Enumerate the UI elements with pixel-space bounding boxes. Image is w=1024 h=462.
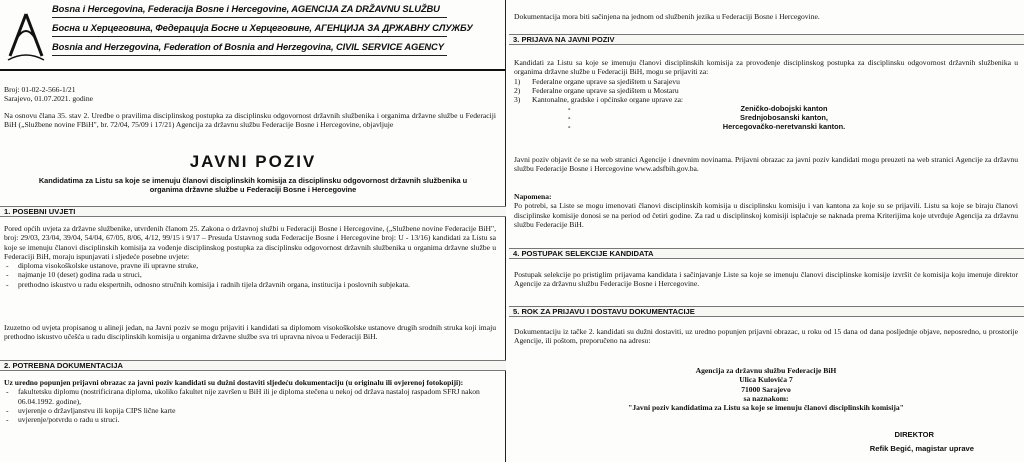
- section-4-body: Postupak selekcije po pristiglim prijavama kandidata i sačinjavanje Liste sa koje se imenuju članovi disciplinske komisije izvršit će komisija koju imenuje direktor Agencije za državnu službu Federacije Bosne i Hercegovine.: [514, 270, 1018, 289]
- section-heading-5: 5. ROK ZA PRIJAVU I DOSTAVU DOKUMENTACIJE: [509, 306, 1024, 317]
- section-1-exception: Izuzetno od uvjeta propisanog u alineji jedan, na Javni poziv se mogu prijaviti i kandidati sa diplomom visokoškolske ustanove drugih srodnih struka koji imaju prethodno iskustvo učešća u radu disciplinskih komisija u organima državne službe sva tri upravna nivoa u Federaciji BiH.: [4, 323, 496, 342]
- list-item: 3) Kantonalne, gradske i općinske organe uprave za:: [514, 95, 1018, 104]
- canton-list: [544, 104, 990, 131]
- mailing-address: [514, 366, 1018, 412]
- documents-language-note: Dokumentacija mora biti sačinjena na jednom od službenih jezika u Federaciji Bosne i Hercegovine.: [514, 12, 820, 21]
- section-heading-2: 2. POTREBNA DOKUMENTACIJA: [0, 360, 506, 371]
- address-street: Ulica Kulovića 7: [739, 375, 793, 385]
- section-5-body: Dokumentaciju iz tačke 2. kandidati su dužni dostaviti, uz uredno popunjen prijavni obrazac, u roku od 15 dana od dana posljednje objave, neposredno, u prostorije Agencije, ili poštom, preporučeno na adresu:: [514, 327, 1018, 346]
- publication-paragraph: Javni poziv objavit će se na web stranici Agencije i dnevnim novinama. Prijavni obrazac za javni poziv kandidati mogu preuzeti na web stranici Agencije za državnu službu Federacije Bosne i Hercegovine www.adsfbih.gov.ba.: [514, 155, 1018, 174]
- header-rule: [52, 55, 447, 56]
- section-heading-1: 1. POSEBNI UVJETI: [0, 206, 506, 217]
- note-label: Napomena:: [514, 192, 552, 201]
- note-block: [514, 192, 1018, 229]
- address-agency: Agencija za državnu službu Federacije BiH: [695, 366, 837, 375]
- note-text: Po potrebi, sa Liste se mogu imenovati članovi disciplinskih komisija u disciplinsku komisiju i van kantona za koje su se prijavili. Listu sa koje se biraju članovi disciplinske komisije donosi se na period od četiri godine. Za rad u disciplinskoj komisiji isplaćuje se naknada prema Kriterijima koje utvrđuje Agencija za državnu službu Federacije BiH.: [514, 201, 1018, 229]
- conditions-list: [4, 261, 496, 289]
- list-item: - uvjerenje/potvrdu o radu u struci.: [4, 415, 496, 424]
- document-meta: [4, 85, 496, 104]
- intro-paragraph: Na osnovu člana 35. stav 2. Uredbe o pravilima disciplinskog postupka za disciplinsku odgovornost državnih službenika i organima državne službe u Federaciji BiH („Službene novine FBiH", br. 72/04, 75/09 i 17/21) Agencija za državnu službu Federacije Bosne i Hercegovine, objavljuje: [4, 111, 496, 130]
- documents-list: [4, 387, 496, 424]
- section-1-paragraph: Pored općih uvjeta za državne službenike, utvrđenih članom 25. Zakona o državnoj službi u Federaciji Bosne i Hercegovine, („Službene novine Federacije BiH", broj: 29/03, 23/04, 39/04, 54/04, 67/05, 8/06, 4/12, 99/15 i 9/17 – Presuda Ustavnog suda Federacije Bosne i Hercegovine broj: U - 13/16) kandidati za Listu sa koje se imenuju članovi disciplinskih komisija za vođenje disciplinskog postupka za disciplinsku odgovornost državnih službenika u organima državne službe u Federaciji BiH, moraju ispunjavati i sljedeće posebne uvjete:: [4, 224, 496, 261]
- section-heading-4: 4. POSTUPAK SELEKCIJE KANDIDATA: [509, 248, 1024, 259]
- list-item: - prethodno iskustvo u radu ekspertnih, odnosno stručnih komisija i radnih tijela državnih organa, institucija i poslovnih subjekata.: [4, 280, 496, 289]
- header-rule: [52, 36, 447, 37]
- list-item: 1) Federalne organe uprave sa sjedištem u Sarajevu: [514, 77, 1018, 86]
- address-label: sa naznakom:: [743, 393, 789, 403]
- list-item: 2) Federalne organe uprave sa sjedištem u Mostaru: [514, 86, 1018, 95]
- list-item: - uvjerenje o državljanstvu ili kopija CIPS lične karte: [4, 406, 496, 415]
- header-line-bosnian: Bosna i Hercegovina, Federacija Bosne i Hercegovine, AGENCIJA ZA DRŽAVNU SLUŽBU: [52, 3, 440, 14]
- section-3-body: Kandidati za Listu sa koje se imenuju članovi disciplinskih komisija za provođenje disciplinskog postupka za disciplinsku odgovornost državnih službenika u organima državne službe u Federaciji BiH, mogu se prijaviti za: 1) Federalne organe uprave sa sjedištem u Sarajevu 2) Federalne organe uprave sa sjedištem u Mostaru 3) Kantonalne, gradske i općinske organe uprave za: - Zeničko-dobojski kanton - Srednjobosanski kanton, - Hercegovačko-neretvanski kanton.: [514, 58, 1018, 104]
- list-item: - Zeničko-dobojski kanton: [544, 104, 990, 113]
- list-item: - Srednjobosanski kanton,: [544, 113, 990, 122]
- list-item: - Hercegovačko-neretvanski kanton.: [544, 122, 990, 131]
- section-2-body: [4, 378, 496, 424]
- agency-logo-icon: [4, 10, 48, 64]
- section-1-body: [4, 224, 496, 289]
- application-options-list: [514, 77, 1018, 105]
- list-item: - najmanje 10 (deset) godina rada u struci,: [4, 270, 496, 279]
- signature-title: DIREKTOR: [894, 430, 934, 439]
- address-subject: "Javni poziv kandidatima za Listu sa koje se imenuju članovi disciplinskih komisija": [628, 403, 904, 412]
- document-number: Broj: 01-02-2-566-1/21: [4, 85, 76, 94]
- header-line-cyrillic: Босна и Херцеговина, Федерација Босне и Херцеговине, АГЕНЦИЈА ЗА ДРЖАВНУ СЛУЖБУ: [52, 22, 473, 33]
- header-rule: [52, 17, 447, 18]
- list-item: - diploma visokoškolske ustanove, pravne ili upravne struke,: [4, 261, 496, 270]
- page-title: JAVNI POZIV: [189, 152, 317, 171]
- column-divider: [505, 0, 506, 462]
- agency-header: [0, 0, 506, 70]
- document-date: Sarajevo, 01.07.2021. godine: [4, 94, 94, 104]
- header-divider: [0, 69, 506, 71]
- section-heading-3: 3. PRIJAVA NA JAVNI POZIV: [509, 34, 1024, 45]
- address-city: 71000 Sarajevo: [741, 384, 791, 394]
- section-2-paragraph: Uz uredno popunjen prijavni obrazac za javni poziv kandidati su dužni dostaviti sljedeću dokumentaciju (u originalu ili ovjerenoj fotokopiji):: [4, 378, 464, 387]
- header-line-english: Bosnia and Herzegovina, Federation of Bosnia and Herzegovina, CIVIL SERVICE AGENCY: [52, 41, 444, 52]
- page-subtitle: Kandidatima za Listu sa koje se imenuju članovi disciplinskih komisija za disciplinsku odgovornost državnih službenika u organima državne službe u Federaciji Bosne i Hercegovine: [38, 176, 468, 195]
- list-item: - fakultetsku diplomu (nostrificirana diploma, ukoliko fakultet nije završen u BiH ili je diploma stečena u nekoj od država nastaloj raspadom SFRJ nakon 06.04.1992. godine),: [4, 387, 496, 406]
- signature-name: Refik Begić, magistar uprave: [869, 444, 974, 453]
